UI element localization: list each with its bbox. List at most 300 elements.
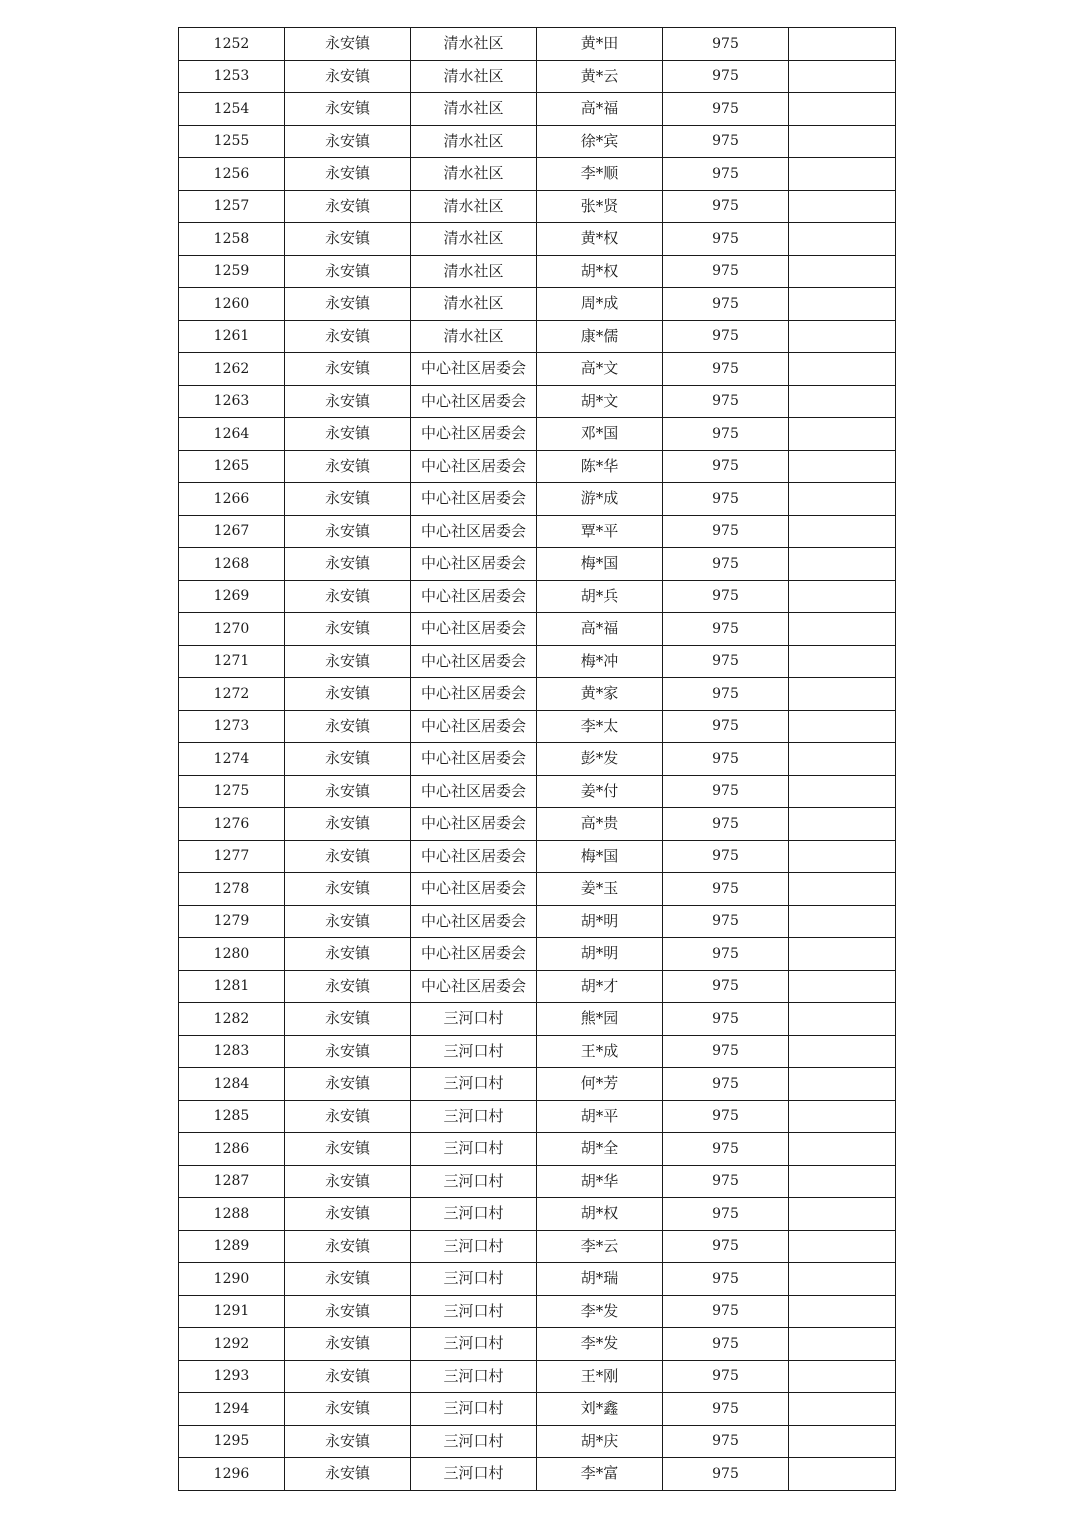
community-cell: 中心社区居委会 bbox=[411, 873, 537, 906]
table-row bbox=[179, 320, 896, 353]
town-cell: 永安镇 bbox=[285, 1003, 411, 1036]
community-cell: 清水社区 bbox=[411, 223, 537, 256]
serial-number-cell: 1270 bbox=[179, 613, 285, 646]
amount-cell: 975 bbox=[663, 28, 789, 61]
remark-cell bbox=[789, 743, 896, 776]
amount-cell: 975 bbox=[663, 1393, 789, 1426]
serial-number-cell: 1284 bbox=[179, 1068, 285, 1101]
town-cell: 永安镇 bbox=[285, 938, 411, 971]
town-cell: 永安镇 bbox=[285, 1458, 411, 1491]
town-cell: 永安镇 bbox=[285, 255, 411, 288]
table-row bbox=[179, 288, 896, 321]
roster-table-body bbox=[179, 28, 896, 1491]
table-row bbox=[179, 60, 896, 93]
amount-cell: 975 bbox=[663, 905, 789, 938]
community-cell: 三河口村 bbox=[411, 1035, 537, 1068]
town-cell: 永安镇 bbox=[285, 678, 411, 711]
amount-cell: 975 bbox=[663, 613, 789, 646]
community-cell: 中心社区居委会 bbox=[411, 353, 537, 386]
amount-cell: 975 bbox=[663, 125, 789, 158]
name-cell: 游*成 bbox=[537, 483, 663, 516]
name-cell: 姜*玉 bbox=[537, 873, 663, 906]
amount-cell: 975 bbox=[663, 158, 789, 191]
name-cell: 黄*田 bbox=[537, 28, 663, 61]
amount-cell: 975 bbox=[663, 1425, 789, 1458]
name-cell: 胡*平 bbox=[537, 1100, 663, 1133]
name-cell: 胡*全 bbox=[537, 1133, 663, 1166]
name-cell: 彭*发 bbox=[537, 743, 663, 776]
town-cell: 永安镇 bbox=[285, 288, 411, 321]
remark-cell bbox=[789, 1393, 896, 1426]
remark-cell bbox=[789, 710, 896, 743]
serial-number-cell: 1253 bbox=[179, 60, 285, 93]
name-cell: 胡*兵 bbox=[537, 580, 663, 613]
name-cell: 高*贵 bbox=[537, 808, 663, 841]
remark-cell bbox=[789, 1133, 896, 1166]
table-row bbox=[179, 1198, 896, 1231]
amount-cell: 975 bbox=[663, 710, 789, 743]
community-cell: 中心社区居委会 bbox=[411, 580, 537, 613]
serial-number-cell: 1289 bbox=[179, 1230, 285, 1263]
town-cell: 永安镇 bbox=[285, 158, 411, 191]
name-cell: 胡*权 bbox=[537, 1198, 663, 1231]
amount-cell: 975 bbox=[663, 320, 789, 353]
remark-cell bbox=[789, 1230, 896, 1263]
remark-cell bbox=[789, 1165, 896, 1198]
town-cell: 永安镇 bbox=[285, 1425, 411, 1458]
amount-cell: 975 bbox=[663, 1100, 789, 1133]
town-cell: 永安镇 bbox=[285, 548, 411, 581]
serial-number-cell: 1252 bbox=[179, 28, 285, 61]
amount-cell: 975 bbox=[663, 548, 789, 581]
table-row bbox=[179, 223, 896, 256]
town-cell: 永安镇 bbox=[285, 775, 411, 808]
community-cell: 中心社区居委会 bbox=[411, 548, 537, 581]
community-cell: 三河口村 bbox=[411, 1133, 537, 1166]
table-row bbox=[179, 580, 896, 613]
serial-number-cell: 1259 bbox=[179, 255, 285, 288]
community-cell: 中心社区居委会 bbox=[411, 678, 537, 711]
serial-number-cell: 1294 bbox=[179, 1393, 285, 1426]
community-cell: 清水社区 bbox=[411, 93, 537, 126]
name-cell: 王*刚 bbox=[537, 1360, 663, 1393]
community-cell: 三河口村 bbox=[411, 1458, 537, 1491]
town-cell: 永安镇 bbox=[285, 645, 411, 678]
amount-cell: 975 bbox=[663, 418, 789, 451]
serial-number-cell: 1254 bbox=[179, 93, 285, 126]
remark-cell bbox=[789, 385, 896, 418]
remark-cell bbox=[789, 255, 896, 288]
table-row bbox=[179, 125, 896, 158]
name-cell: 高*福 bbox=[537, 93, 663, 126]
community-cell: 中心社区居委会 bbox=[411, 710, 537, 743]
serial-number-cell: 1274 bbox=[179, 743, 285, 776]
serial-number-cell: 1286 bbox=[179, 1133, 285, 1166]
table-row bbox=[179, 450, 896, 483]
community-cell: 清水社区 bbox=[411, 60, 537, 93]
town-cell: 永安镇 bbox=[285, 320, 411, 353]
amount-cell: 975 bbox=[663, 288, 789, 321]
remark-cell bbox=[789, 938, 896, 971]
serial-number-cell: 1258 bbox=[179, 223, 285, 256]
town-cell: 永安镇 bbox=[285, 1295, 411, 1328]
town-cell: 永安镇 bbox=[285, 450, 411, 483]
name-cell: 陈*华 bbox=[537, 450, 663, 483]
remark-cell bbox=[789, 320, 896, 353]
amount-cell: 975 bbox=[663, 1263, 789, 1296]
town-cell: 永安镇 bbox=[285, 515, 411, 548]
town-cell: 永安镇 bbox=[285, 1165, 411, 1198]
remark-cell bbox=[789, 60, 896, 93]
community-cell: 三河口村 bbox=[411, 1263, 537, 1296]
town-cell: 永安镇 bbox=[285, 1230, 411, 1263]
table-row bbox=[179, 1003, 896, 1036]
remark-cell bbox=[789, 450, 896, 483]
remark-cell bbox=[789, 418, 896, 451]
name-cell: 胡*权 bbox=[537, 255, 663, 288]
name-cell: 张*贤 bbox=[537, 190, 663, 223]
serial-number-cell: 1263 bbox=[179, 385, 285, 418]
community-cell: 清水社区 bbox=[411, 125, 537, 158]
serial-number-cell: 1279 bbox=[179, 905, 285, 938]
table-row bbox=[179, 873, 896, 906]
name-cell: 黄*权 bbox=[537, 223, 663, 256]
community-cell: 中心社区居委会 bbox=[411, 613, 537, 646]
community-cell: 中心社区居委会 bbox=[411, 450, 537, 483]
remark-cell bbox=[789, 580, 896, 613]
serial-number-cell: 1269 bbox=[179, 580, 285, 613]
remark-cell bbox=[789, 28, 896, 61]
town-cell: 永安镇 bbox=[285, 1328, 411, 1361]
name-cell: 梅*冲 bbox=[537, 645, 663, 678]
remark-cell bbox=[789, 1100, 896, 1133]
town-cell: 永安镇 bbox=[285, 28, 411, 61]
serial-number-cell: 1285 bbox=[179, 1100, 285, 1133]
amount-cell: 975 bbox=[663, 645, 789, 678]
table-row bbox=[179, 1133, 896, 1166]
town-cell: 永安镇 bbox=[285, 385, 411, 418]
community-cell: 三河口村 bbox=[411, 1360, 537, 1393]
community-cell: 中心社区居委会 bbox=[411, 743, 537, 776]
community-cell: 清水社区 bbox=[411, 255, 537, 288]
name-cell: 李*云 bbox=[537, 1230, 663, 1263]
table-row bbox=[179, 1360, 896, 1393]
community-cell: 三河口村 bbox=[411, 1230, 537, 1263]
table-row bbox=[179, 93, 896, 126]
table-row bbox=[179, 255, 896, 288]
table-row bbox=[179, 353, 896, 386]
serial-number-cell: 1290 bbox=[179, 1263, 285, 1296]
serial-number-cell: 1262 bbox=[179, 353, 285, 386]
remark-cell bbox=[789, 483, 896, 516]
amount-cell: 975 bbox=[663, 93, 789, 126]
community-cell: 三河口村 bbox=[411, 1003, 537, 1036]
community-cell: 中心社区居委会 bbox=[411, 483, 537, 516]
remark-cell bbox=[789, 158, 896, 191]
community-cell: 中心社区居委会 bbox=[411, 775, 537, 808]
serial-number-cell: 1292 bbox=[179, 1328, 285, 1361]
remark-cell bbox=[789, 1263, 896, 1296]
name-cell: 胡*文 bbox=[537, 385, 663, 418]
remark-cell bbox=[789, 1328, 896, 1361]
town-cell: 永安镇 bbox=[285, 483, 411, 516]
name-cell: 覃*平 bbox=[537, 515, 663, 548]
table-row bbox=[179, 1295, 896, 1328]
community-cell: 清水社区 bbox=[411, 288, 537, 321]
remark-cell bbox=[789, 775, 896, 808]
table-row bbox=[179, 1068, 896, 1101]
amount-cell: 975 bbox=[663, 1133, 789, 1166]
community-cell: 清水社区 bbox=[411, 320, 537, 353]
town-cell: 永安镇 bbox=[285, 1068, 411, 1101]
community-cell: 清水社区 bbox=[411, 28, 537, 61]
serial-number-cell: 1266 bbox=[179, 483, 285, 516]
remark-cell bbox=[789, 1295, 896, 1328]
serial-number-cell: 1255 bbox=[179, 125, 285, 158]
serial-number-cell: 1280 bbox=[179, 938, 285, 971]
town-cell: 永安镇 bbox=[285, 93, 411, 126]
amount-cell: 975 bbox=[663, 873, 789, 906]
remark-cell bbox=[789, 93, 896, 126]
remark-cell bbox=[789, 353, 896, 386]
table-row bbox=[179, 385, 896, 418]
table-row bbox=[179, 678, 896, 711]
amount-cell: 975 bbox=[663, 580, 789, 613]
table-row bbox=[179, 645, 896, 678]
community-cell: 中心社区居委会 bbox=[411, 645, 537, 678]
amount-cell: 975 bbox=[663, 1198, 789, 1231]
serial-number-cell: 1268 bbox=[179, 548, 285, 581]
table-row bbox=[179, 775, 896, 808]
town-cell: 永安镇 bbox=[285, 1133, 411, 1166]
amount-cell: 975 bbox=[663, 60, 789, 93]
town-cell: 永安镇 bbox=[285, 60, 411, 93]
remark-cell bbox=[789, 515, 896, 548]
name-cell: 康*儒 bbox=[537, 320, 663, 353]
amount-cell: 975 bbox=[663, 1458, 789, 1491]
name-cell: 李*发 bbox=[537, 1295, 663, 1328]
community-cell: 三河口村 bbox=[411, 1165, 537, 1198]
community-cell: 三河口村 bbox=[411, 1393, 537, 1426]
name-cell: 黄*云 bbox=[537, 60, 663, 93]
table-row bbox=[179, 938, 896, 971]
community-cell: 三河口村 bbox=[411, 1328, 537, 1361]
town-cell: 永安镇 bbox=[285, 1360, 411, 1393]
amount-cell: 975 bbox=[663, 190, 789, 223]
table-row bbox=[179, 1165, 896, 1198]
town-cell: 永安镇 bbox=[285, 125, 411, 158]
amount-cell: 975 bbox=[663, 450, 789, 483]
community-cell: 中心社区居委会 bbox=[411, 418, 537, 451]
name-cell: 高*福 bbox=[537, 613, 663, 646]
serial-number-cell: 1272 bbox=[179, 678, 285, 711]
table-row bbox=[179, 808, 896, 841]
table-row bbox=[179, 158, 896, 191]
serial-number-cell: 1277 bbox=[179, 840, 285, 873]
town-cell: 永安镇 bbox=[285, 1035, 411, 1068]
community-cell: 三河口村 bbox=[411, 1295, 537, 1328]
remark-cell bbox=[789, 1458, 896, 1491]
serial-number-cell: 1261 bbox=[179, 320, 285, 353]
table-row bbox=[179, 418, 896, 451]
table-row bbox=[179, 970, 896, 1003]
remark-cell bbox=[789, 1003, 896, 1036]
table-row bbox=[179, 1230, 896, 1263]
table-row bbox=[179, 1393, 896, 1426]
amount-cell: 975 bbox=[663, 1230, 789, 1263]
serial-number-cell: 1275 bbox=[179, 775, 285, 808]
remark-cell bbox=[789, 808, 896, 841]
name-cell: 胡*华 bbox=[537, 1165, 663, 1198]
name-cell: 刘*鑫 bbox=[537, 1393, 663, 1426]
community-cell: 中心社区居委会 bbox=[411, 905, 537, 938]
amount-cell: 975 bbox=[663, 385, 789, 418]
amount-cell: 975 bbox=[663, 970, 789, 1003]
name-cell: 李*发 bbox=[537, 1328, 663, 1361]
serial-number-cell: 1281 bbox=[179, 970, 285, 1003]
amount-cell: 975 bbox=[663, 1068, 789, 1101]
amount-cell: 975 bbox=[663, 483, 789, 516]
remark-cell bbox=[789, 125, 896, 158]
serial-number-cell: 1296 bbox=[179, 1458, 285, 1491]
table-row bbox=[179, 515, 896, 548]
name-cell: 梅*国 bbox=[537, 840, 663, 873]
name-cell: 李*顺 bbox=[537, 158, 663, 191]
community-cell: 中心社区居委会 bbox=[411, 808, 537, 841]
amount-cell: 975 bbox=[663, 1003, 789, 1036]
amount-cell: 975 bbox=[663, 840, 789, 873]
table-row bbox=[179, 1328, 896, 1361]
town-cell: 永安镇 bbox=[285, 743, 411, 776]
town-cell: 永安镇 bbox=[285, 840, 411, 873]
serial-number-cell: 1278 bbox=[179, 873, 285, 906]
name-cell: 梅*国 bbox=[537, 548, 663, 581]
remark-cell bbox=[789, 840, 896, 873]
table-row bbox=[179, 710, 896, 743]
town-cell: 永安镇 bbox=[285, 613, 411, 646]
table-row bbox=[179, 613, 896, 646]
remark-cell bbox=[789, 223, 896, 256]
name-cell: 高*文 bbox=[537, 353, 663, 386]
name-cell: 周*成 bbox=[537, 288, 663, 321]
name-cell: 王*成 bbox=[537, 1035, 663, 1068]
amount-cell: 975 bbox=[663, 743, 789, 776]
community-cell: 清水社区 bbox=[411, 158, 537, 191]
remark-cell bbox=[789, 645, 896, 678]
community-cell: 三河口村 bbox=[411, 1068, 537, 1101]
amount-cell: 975 bbox=[663, 775, 789, 808]
town-cell: 永安镇 bbox=[285, 970, 411, 1003]
name-cell: 胡*才 bbox=[537, 970, 663, 1003]
amount-cell: 975 bbox=[663, 353, 789, 386]
town-cell: 永安镇 bbox=[285, 580, 411, 613]
town-cell: 永安镇 bbox=[285, 1263, 411, 1296]
town-cell: 永安镇 bbox=[285, 710, 411, 743]
serial-number-cell: 1291 bbox=[179, 1295, 285, 1328]
town-cell: 永安镇 bbox=[285, 223, 411, 256]
community-cell: 中心社区居委会 bbox=[411, 385, 537, 418]
community-cell: 中心社区居委会 bbox=[411, 840, 537, 873]
community-cell: 三河口村 bbox=[411, 1198, 537, 1231]
town-cell: 永安镇 bbox=[285, 905, 411, 938]
name-cell: 胡*明 bbox=[537, 938, 663, 971]
serial-number-cell: 1293 bbox=[179, 1360, 285, 1393]
name-cell: 姜*付 bbox=[537, 775, 663, 808]
town-cell: 永安镇 bbox=[285, 418, 411, 451]
town-cell: 永安镇 bbox=[285, 1198, 411, 1231]
remark-cell bbox=[789, 613, 896, 646]
amount-cell: 975 bbox=[663, 808, 789, 841]
remark-cell bbox=[789, 1035, 896, 1068]
table-row bbox=[179, 1458, 896, 1491]
community-cell: 清水社区 bbox=[411, 190, 537, 223]
name-cell: 李*太 bbox=[537, 710, 663, 743]
remark-cell bbox=[789, 190, 896, 223]
remark-cell bbox=[789, 873, 896, 906]
serial-number-cell: 1288 bbox=[179, 1198, 285, 1231]
amount-cell: 975 bbox=[663, 223, 789, 256]
table-row bbox=[179, 1100, 896, 1133]
community-cell: 中心社区居委会 bbox=[411, 970, 537, 1003]
amount-cell: 975 bbox=[663, 1295, 789, 1328]
town-cell: 永安镇 bbox=[285, 1393, 411, 1426]
town-cell: 永安镇 bbox=[285, 873, 411, 906]
name-cell: 李*富 bbox=[537, 1458, 663, 1491]
amount-cell: 975 bbox=[663, 255, 789, 288]
name-cell: 邓*国 bbox=[537, 418, 663, 451]
community-cell: 中心社区居委会 bbox=[411, 938, 537, 971]
town-cell: 永安镇 bbox=[285, 190, 411, 223]
serial-number-cell: 1257 bbox=[179, 190, 285, 223]
amount-cell: 975 bbox=[663, 938, 789, 971]
remark-cell bbox=[789, 905, 896, 938]
community-cell: 三河口村 bbox=[411, 1100, 537, 1133]
remark-cell bbox=[789, 1068, 896, 1101]
serial-number-cell: 1295 bbox=[179, 1425, 285, 1458]
community-cell: 中心社区居委会 bbox=[411, 515, 537, 548]
table-row bbox=[179, 483, 896, 516]
remark-cell bbox=[789, 678, 896, 711]
community-cell: 三河口村 bbox=[411, 1425, 537, 1458]
serial-number-cell: 1283 bbox=[179, 1035, 285, 1068]
remark-cell bbox=[789, 1360, 896, 1393]
table-row bbox=[179, 1425, 896, 1458]
remark-cell bbox=[789, 1198, 896, 1231]
serial-number-cell: 1265 bbox=[179, 450, 285, 483]
remark-cell bbox=[789, 1425, 896, 1458]
serial-number-cell: 1276 bbox=[179, 808, 285, 841]
table-row bbox=[179, 28, 896, 61]
name-cell: 胡*瑞 bbox=[537, 1263, 663, 1296]
amount-cell: 975 bbox=[663, 1328, 789, 1361]
table-row bbox=[179, 1263, 896, 1296]
table-row bbox=[179, 1035, 896, 1068]
serial-number-cell: 1264 bbox=[179, 418, 285, 451]
name-cell: 黄*家 bbox=[537, 678, 663, 711]
remark-cell bbox=[789, 288, 896, 321]
town-cell: 永安镇 bbox=[285, 353, 411, 386]
remark-cell bbox=[789, 548, 896, 581]
table-row bbox=[179, 190, 896, 223]
amount-cell: 975 bbox=[663, 1035, 789, 1068]
name-cell: 何*芳 bbox=[537, 1068, 663, 1101]
serial-number-cell: 1273 bbox=[179, 710, 285, 743]
table-row bbox=[179, 743, 896, 776]
roster-table bbox=[178, 27, 896, 1491]
amount-cell: 975 bbox=[663, 515, 789, 548]
name-cell: 胡*明 bbox=[537, 905, 663, 938]
town-cell: 永安镇 bbox=[285, 808, 411, 841]
